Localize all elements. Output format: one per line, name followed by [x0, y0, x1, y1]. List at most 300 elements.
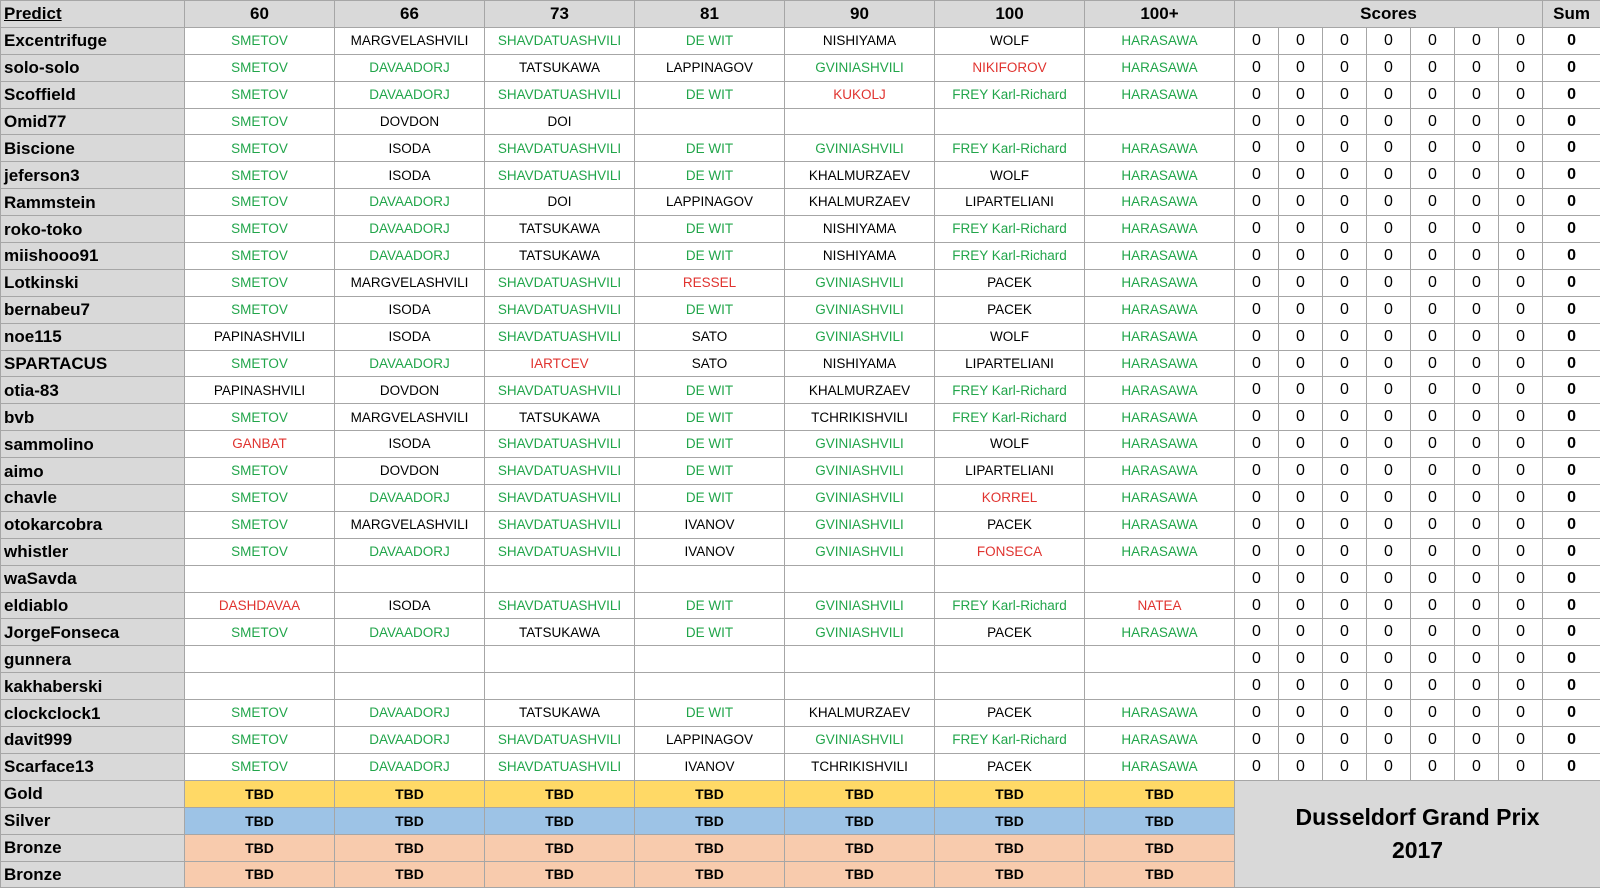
prediction-cell: SATO — [635, 350, 785, 377]
table-row — [1, 108, 1600, 135]
prediction-cell: FREY Karl-Richard — [935, 216, 1085, 243]
prediction-cell: SMETOV — [185, 350, 335, 377]
score-cell: 0 — [1411, 81, 1455, 108]
player-name: Lotkinski — [1, 269, 185, 296]
player-name: solo-solo — [1, 54, 185, 81]
prediction-cell: DOVDON — [335, 377, 485, 404]
score-cell: 0 — [1367, 269, 1411, 296]
prediction-cell: TATSUKAWA — [485, 404, 635, 431]
score-cell: 0 — [1323, 54, 1367, 81]
table-row — [1, 404, 1600, 431]
score-cell: 0 — [1367, 458, 1411, 485]
prediction-cell — [185, 646, 335, 673]
prediction-cell: SMETOV — [185, 54, 335, 81]
prediction-cell: NISHIYAMA — [785, 216, 935, 243]
score-cell: 0 — [1411, 753, 1455, 780]
score-cell: 0 — [1411, 350, 1455, 377]
score-cell: 0 — [1411, 296, 1455, 323]
score-cell: 0 — [1323, 431, 1367, 458]
header-row — [1, 1, 1600, 28]
score-cell: 0 — [1455, 135, 1499, 162]
medal-result-cell: TBD — [635, 861, 785, 888]
prediction-cell: SHAVDATUASHVILI — [485, 27, 635, 54]
score-cell: 0 — [1411, 673, 1455, 700]
medal-result-cell: TBD — [785, 807, 935, 834]
prediction-cell: DAVAADORJ — [335, 727, 485, 754]
medal-result-cell: TBD — [785, 861, 935, 888]
sum-cell: 0 — [1543, 162, 1600, 189]
score-cell: 0 — [1279, 189, 1323, 216]
prediction-cell — [635, 108, 785, 135]
player-name: otokarcobra — [1, 511, 185, 538]
score-cell: 0 — [1411, 646, 1455, 673]
score-cell: 0 — [1455, 646, 1499, 673]
score-cell: 0 — [1279, 565, 1323, 592]
medal-result-cell: TBD — [935, 807, 1085, 834]
score-cell: 0 — [1499, 81, 1543, 108]
score-cell: 0 — [1499, 323, 1543, 350]
score-cell: 0 — [1411, 511, 1455, 538]
sum-cell: 0 — [1543, 431, 1600, 458]
score-cell: 0 — [1323, 269, 1367, 296]
score-cell: 0 — [1323, 81, 1367, 108]
prediction-cell: HARASAWA — [1085, 162, 1235, 189]
prediction-cell: TATSUKAWA — [485, 243, 635, 270]
score-cell: 0 — [1455, 54, 1499, 81]
score-cell: 0 — [1499, 377, 1543, 404]
score-cell: 0 — [1455, 538, 1499, 565]
prediction-cell: SMETOV — [185, 189, 335, 216]
score-cell: 0 — [1323, 538, 1367, 565]
score-cell: 0 — [1279, 108, 1323, 135]
prediction-cell: KHALMURZAEV — [785, 189, 935, 216]
prediction-cell: HARASAWA — [1085, 350, 1235, 377]
score-cell: 0 — [1235, 646, 1279, 673]
prediction-cell: HARASAWA — [1085, 269, 1235, 296]
table-row — [1, 538, 1600, 565]
prediction-cell: DAVAADORJ — [335, 350, 485, 377]
table-row — [1, 673, 1600, 700]
score-cell: 0 — [1455, 619, 1499, 646]
player-name: Omid77 — [1, 108, 185, 135]
player-name: SPARTACUS — [1, 350, 185, 377]
prediction-cell: ISODA — [335, 135, 485, 162]
score-cell: 0 — [1279, 404, 1323, 431]
weight-header-60: 60 — [185, 1, 335, 28]
prediction-cell: SHAVDATUASHVILI — [485, 727, 635, 754]
player-name: eldiablo — [1, 592, 185, 619]
prediction-cell: PACEK — [935, 753, 1085, 780]
prediction-cell: DE WIT — [635, 296, 785, 323]
table-row — [1, 269, 1600, 296]
prediction-cell: SHAVDATUASHVILI — [485, 323, 635, 350]
score-cell: 0 — [1455, 511, 1499, 538]
prediction-cell: DOVDON — [335, 108, 485, 135]
prediction-cell: HARASAWA — [1085, 243, 1235, 270]
score-cell: 0 — [1279, 538, 1323, 565]
player-name: Rammstein — [1, 189, 185, 216]
score-cell: 0 — [1323, 216, 1367, 243]
player-name: sammolino — [1, 431, 185, 458]
score-cell: 0 — [1279, 377, 1323, 404]
score-cell: 0 — [1411, 619, 1455, 646]
score-cell: 0 — [1499, 135, 1543, 162]
score-cell: 0 — [1323, 511, 1367, 538]
predict-header: Predict — [1, 1, 185, 28]
score-cell: 0 — [1367, 727, 1411, 754]
prediction-cell: DAVAADORJ — [335, 243, 485, 270]
prediction-cell: SHAVDATUASHVILI — [485, 296, 635, 323]
prediction-cell: SMETOV — [185, 727, 335, 754]
score-cell: 0 — [1235, 269, 1279, 296]
player-name: davit999 — [1, 727, 185, 754]
medal-result-cell: TBD — [635, 780, 785, 807]
score-cell: 0 — [1279, 592, 1323, 619]
prediction-cell: PACEK — [935, 619, 1085, 646]
score-cell: 0 — [1367, 323, 1411, 350]
prediction-cell: MARGVELASHVILI — [335, 511, 485, 538]
score-cell: 0 — [1367, 189, 1411, 216]
medal-result-cell: TBD — [335, 780, 485, 807]
prediction-cell: TCHRIKISHVILI — [785, 753, 935, 780]
score-cell: 0 — [1235, 458, 1279, 485]
score-cell: 0 — [1279, 296, 1323, 323]
event-year: 2017 — [1391, 837, 1444, 864]
prediction-cell: DAVAADORJ — [335, 538, 485, 565]
table-row — [1, 27, 1600, 54]
score-cell: 0 — [1411, 485, 1455, 512]
prediction-cell — [785, 565, 935, 592]
score-cell: 0 — [1235, 700, 1279, 727]
sum-cell: 0 — [1543, 753, 1600, 780]
score-cell: 0 — [1279, 458, 1323, 485]
prediction-cell — [785, 108, 935, 135]
score-cell: 0 — [1323, 646, 1367, 673]
prediction-cell: GVINIASHVILI — [785, 538, 935, 565]
prediction-cell: DE WIT — [635, 431, 785, 458]
score-cell: 0 — [1411, 323, 1455, 350]
prediction-cell — [635, 673, 785, 700]
player-name: roko-toko — [1, 216, 185, 243]
medal-result-cell: TBD — [485, 780, 635, 807]
table-row — [1, 458, 1600, 485]
prediction-cell: GVINIASHVILI — [785, 135, 935, 162]
event-title: Dusseldorf Grand Prix — [1295, 803, 1540, 830]
score-cell: 0 — [1455, 243, 1499, 270]
prediction-cell: TATSUKAWA — [485, 54, 635, 81]
score-cell: 0 — [1367, 216, 1411, 243]
prediction-cell: DOI — [485, 108, 635, 135]
score-cell: 0 — [1323, 700, 1367, 727]
score-cell: 0 — [1411, 108, 1455, 135]
score-cell: 0 — [1455, 189, 1499, 216]
score-cell: 0 — [1455, 727, 1499, 754]
table-row — [1, 350, 1600, 377]
prediction-cell: NISHIYAMA — [785, 350, 935, 377]
prediction-cell: GVINIASHVILI — [785, 431, 935, 458]
score-cell: 0 — [1279, 619, 1323, 646]
prediction-cell — [1085, 565, 1235, 592]
score-cell: 0 — [1279, 431, 1323, 458]
sum-cell: 0 — [1543, 243, 1600, 270]
prediction-cell: MARGVELASHVILI — [335, 404, 485, 431]
sum-cell: 0 — [1543, 404, 1600, 431]
prediction-cell: DE WIT — [635, 27, 785, 54]
medal-result-cell: TBD — [185, 780, 335, 807]
score-cell: 0 — [1323, 619, 1367, 646]
score-cell: 0 — [1367, 538, 1411, 565]
score-cell: 0 — [1235, 243, 1279, 270]
score-cell: 0 — [1367, 431, 1411, 458]
table-row — [1, 243, 1600, 270]
sum-cell: 0 — [1543, 377, 1600, 404]
prediction-cell: LAPPINAGOV — [635, 54, 785, 81]
weight-header-81: 81 — [635, 1, 785, 28]
prediction-cell: HARASAWA — [1085, 700, 1235, 727]
player-name: JorgeFonseca — [1, 619, 185, 646]
medal-label: Bronze — [1, 834, 185, 861]
prediction-cell: SMETOV — [185, 216, 335, 243]
score-cell: 0 — [1411, 243, 1455, 270]
prediction-cell: SMETOV — [185, 81, 335, 108]
sum-cell: 0 — [1543, 485, 1600, 512]
prediction-cell: HARASAWA — [1085, 404, 1235, 431]
medal-result-cell: TBD — [335, 861, 485, 888]
score-cell: 0 — [1411, 189, 1455, 216]
prediction-cell: SHAVDATUASHVILI — [485, 458, 635, 485]
sum-cell: 0 — [1543, 727, 1600, 754]
prediction-cell: NISHIYAMA — [785, 243, 935, 270]
medal-result-cell: TBD — [1085, 834, 1235, 861]
score-cell: 0 — [1235, 538, 1279, 565]
score-cell: 0 — [1279, 81, 1323, 108]
prediction-cell: GVINIASHVILI — [785, 727, 935, 754]
prediction-cell: DAVAADORJ — [335, 485, 485, 512]
sum-cell: 0 — [1543, 619, 1600, 646]
medal-result-cell: TBD — [485, 861, 635, 888]
player-name: Biscione — [1, 135, 185, 162]
prediction-cell: GVINIASHVILI — [785, 458, 935, 485]
scores-header: Scores — [1235, 1, 1543, 28]
prediction-cell — [485, 565, 635, 592]
score-cell: 0 — [1455, 404, 1499, 431]
prediction-cell: HARASAWA — [1085, 135, 1235, 162]
score-cell: 0 — [1323, 485, 1367, 512]
score-cell: 0 — [1279, 135, 1323, 162]
medal-label: Gold — [1, 780, 185, 807]
table-row — [1, 135, 1600, 162]
prediction-cell: FONSECA — [935, 538, 1085, 565]
prediction-cell: SMETOV — [185, 485, 335, 512]
score-cell: 0 — [1367, 404, 1411, 431]
player-name: Scarface13 — [1, 753, 185, 780]
score-cell: 0 — [1279, 54, 1323, 81]
prediction-cell: FREY Karl-Richard — [935, 377, 1085, 404]
prediction-cell — [935, 108, 1085, 135]
score-cell: 0 — [1367, 108, 1411, 135]
prediction-cell: SMETOV — [185, 619, 335, 646]
score-cell: 0 — [1455, 350, 1499, 377]
prediction-cell: HARASAWA — [1085, 189, 1235, 216]
medal-result-cell: TBD — [485, 834, 635, 861]
sum-cell: 0 — [1543, 27, 1600, 54]
prediction-cell: FREY Karl-Richard — [935, 81, 1085, 108]
score-cell: 0 — [1455, 162, 1499, 189]
score-cell: 0 — [1323, 162, 1367, 189]
score-cell: 0 — [1367, 243, 1411, 270]
prediction-cell: SHAVDATUASHVILI — [485, 377, 635, 404]
score-cell: 0 — [1411, 377, 1455, 404]
prediction-cell — [185, 565, 335, 592]
score-cell: 0 — [1235, 108, 1279, 135]
prediction-cell: WOLF — [935, 27, 1085, 54]
score-cell: 0 — [1279, 727, 1323, 754]
score-cell: 0 — [1279, 323, 1323, 350]
prediction-cell: DE WIT — [635, 700, 785, 727]
score-cell: 0 — [1235, 753, 1279, 780]
score-cell: 0 — [1235, 189, 1279, 216]
prediction-cell: DE WIT — [635, 135, 785, 162]
prediction-cell: SHAVDATUASHVILI — [485, 81, 635, 108]
prediction-cell: HARASAWA — [1085, 485, 1235, 512]
score-cell: 0 — [1499, 619, 1543, 646]
prediction-cell: ISODA — [335, 323, 485, 350]
prediction-cell — [635, 646, 785, 673]
prediction-cell: HARASAWA — [1085, 458, 1235, 485]
table-row — [1, 727, 1600, 754]
medal-result-cell: TBD — [485, 807, 635, 834]
score-cell: 0 — [1499, 189, 1543, 216]
prediction-cell: NISHIYAMA — [785, 27, 935, 54]
prediction-cell: DE WIT — [635, 592, 785, 619]
score-cell: 0 — [1323, 377, 1367, 404]
prediction-cell: SHAVDATUASHVILI — [485, 431, 635, 458]
player-name: Scoffield — [1, 81, 185, 108]
prediction-cell: DE WIT — [635, 377, 785, 404]
score-cell: 0 — [1499, 27, 1543, 54]
player-name: aimo — [1, 458, 185, 485]
score-cell: 0 — [1499, 404, 1543, 431]
prediction-cell: SHAVDATUASHVILI — [485, 269, 635, 296]
prediction-cell: RESSEL — [635, 269, 785, 296]
score-cell: 0 — [1411, 54, 1455, 81]
prediction-cell: PAPINASHVILI — [185, 377, 335, 404]
score-cell: 0 — [1411, 269, 1455, 296]
score-cell: 0 — [1411, 404, 1455, 431]
table-row — [1, 619, 1600, 646]
prediction-cell: HARASAWA — [1085, 54, 1235, 81]
score-cell: 0 — [1499, 269, 1543, 296]
score-cell: 0 — [1367, 753, 1411, 780]
score-cell: 0 — [1323, 592, 1367, 619]
prediction-cell — [185, 673, 335, 700]
prediction-cell: GVINIASHVILI — [785, 269, 935, 296]
score-cell: 0 — [1455, 296, 1499, 323]
weight-header-100: 100 — [935, 1, 1085, 28]
prediction-cell: KHALMURZAEV — [785, 162, 935, 189]
sum-cell: 0 — [1543, 108, 1600, 135]
sum-cell: 0 — [1543, 350, 1600, 377]
medal-result-cell: TBD — [785, 780, 935, 807]
score-cell: 0 — [1411, 431, 1455, 458]
score-cell: 0 — [1455, 485, 1499, 512]
score-cell: 0 — [1323, 296, 1367, 323]
prediction-cell: DE WIT — [635, 81, 785, 108]
score-cell: 0 — [1235, 431, 1279, 458]
score-cell: 0 — [1499, 350, 1543, 377]
score-cell: 0 — [1455, 269, 1499, 296]
prediction-cell: DE WIT — [635, 404, 785, 431]
medal-result-cell: TBD — [935, 861, 1085, 888]
player-name: miishooo91 — [1, 243, 185, 270]
score-cell: 0 — [1411, 592, 1455, 619]
score-cell: 0 — [1411, 27, 1455, 54]
prediction-cell: HARASAWA — [1085, 377, 1235, 404]
score-cell: 0 — [1279, 700, 1323, 727]
prediction-cell: SMETOV — [185, 162, 335, 189]
player-name: bvb — [1, 404, 185, 431]
prediction-cell: TCHRIKISHVILI — [785, 404, 935, 431]
score-cell: 0 — [1323, 350, 1367, 377]
prediction-cell: SMETOV — [185, 269, 335, 296]
score-cell: 0 — [1367, 485, 1411, 512]
score-cell: 0 — [1323, 189, 1367, 216]
table-row — [1, 216, 1600, 243]
prediction-cell: GANBAT — [185, 431, 335, 458]
prediction-cell: DAVAADORJ — [335, 619, 485, 646]
prediction-cell: SMETOV — [185, 108, 335, 135]
prediction-cell: GVINIASHVILI — [785, 296, 935, 323]
medal-result-cell: TBD — [635, 834, 785, 861]
prediction-cell: DAVAADORJ — [335, 753, 485, 780]
table-row — [1, 592, 1600, 619]
sum-cell: 0 — [1543, 538, 1600, 565]
prediction-cell: TATSUKAWA — [485, 700, 635, 727]
score-cell: 0 — [1411, 565, 1455, 592]
score-cell: 0 — [1235, 135, 1279, 162]
medal-label: Bronze — [1, 861, 185, 888]
score-cell: 0 — [1455, 673, 1499, 700]
prediction-cell: SMETOV — [185, 458, 335, 485]
score-cell: 0 — [1235, 350, 1279, 377]
sum-cell: 0 — [1543, 269, 1600, 296]
medal-result-cell: TBD — [785, 834, 935, 861]
score-cell: 0 — [1323, 753, 1367, 780]
prediction-cell: SMETOV — [185, 296, 335, 323]
score-cell: 0 — [1455, 458, 1499, 485]
score-cell: 0 — [1367, 296, 1411, 323]
predictions-body — [1, 27, 1600, 780]
prediction-cell: IVANOV — [635, 753, 785, 780]
prediction-cell: LIPARTELIANI — [935, 189, 1085, 216]
score-cell: 0 — [1411, 538, 1455, 565]
table-row — [1, 189, 1600, 216]
score-cell: 0 — [1411, 162, 1455, 189]
score-cell: 0 — [1235, 404, 1279, 431]
score-cell: 0 — [1235, 619, 1279, 646]
prediction-cell: PACEK — [935, 296, 1085, 323]
prediction-cell: ISODA — [335, 592, 485, 619]
prediction-cell — [335, 646, 485, 673]
prediction-cell: DOI — [485, 189, 635, 216]
score-cell: 0 — [1323, 458, 1367, 485]
prediction-cell: HARASAWA — [1085, 619, 1235, 646]
player-name: chavle — [1, 485, 185, 512]
table-row — [1, 700, 1600, 727]
prediction-cell — [935, 565, 1085, 592]
weight-header-66: 66 — [335, 1, 485, 28]
player-name: whistler — [1, 538, 185, 565]
